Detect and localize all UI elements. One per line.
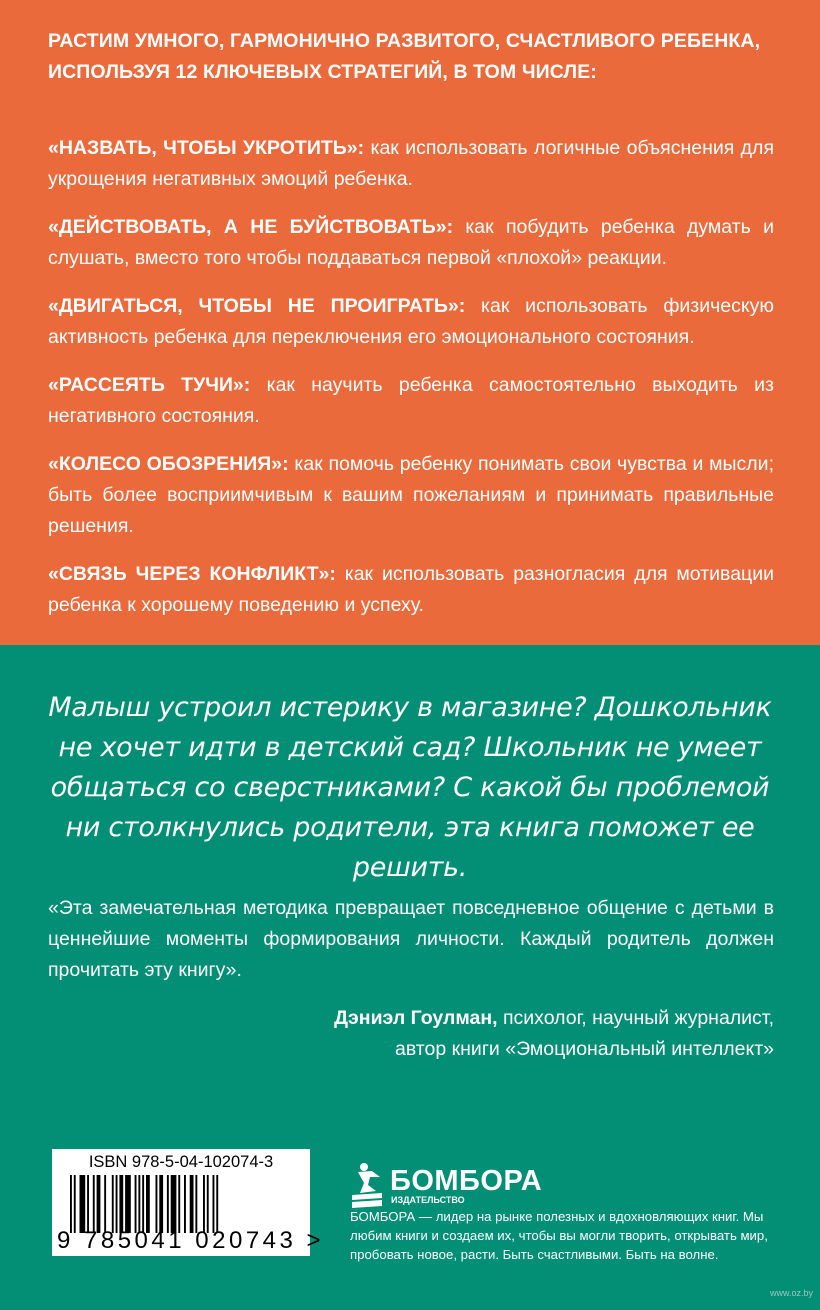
barcode-bar [171, 1175, 177, 1233]
isbn-text: ISBN 978-5-04-102074-3 [88, 1153, 274, 1171]
strategy-item [48, 449, 774, 542]
barcode-bars [70, 1175, 292, 1233]
author-name: Дэниэл Гоулман, [334, 1007, 498, 1029]
barcode-bar [97, 1175, 101, 1233]
barcode-bar [112, 1175, 114, 1233]
barcode-bar [146, 1175, 150, 1233]
barcode-bar [195, 1175, 197, 1233]
review-quote: «Эта замечательная методика превращает повседневное общение с детьми в ценнейшие моменты формирования личности. Каждый родитель должен прочитать эту книгу». [48, 897, 774, 981]
strategy-text: как использовать физическую активность ребенка для переключения его эмоционального состояния. [48, 295, 774, 348]
handwritten-blurb: Малыш устроил истерику в магазине? Дошкольник не хочет идти в детский сад? Школьник не умеет общаться со сверстниками? С какой бы проблемой ни столкнулись родители, эта книга поможет ее решить. [48, 692, 772, 883]
barcode-bar [178, 1175, 180, 1233]
barcode-bar [119, 1175, 123, 1233]
strategy-text: как побудить ребенка думать и слушать, вместо того чтобы поддаваться первой «плохой» реакции. [48, 216, 774, 269]
quote-attribution [174, 1003, 774, 1065]
barcode-bar [190, 1175, 194, 1233]
strategy-item [48, 559, 774, 621]
strategy-term: «ДВИГАТЬСЯ, ЧТОБЫ НЕ ПРОИГРАТЬ»: [48, 295, 466, 317]
strategy-item [48, 291, 774, 353]
strategy-term: «СВЯЗЬ ЧЕРЕЗ КОНФЛИКТ»: [48, 563, 336, 585]
barcode-bar [125, 1175, 131, 1233]
strategy-item [48, 370, 774, 432]
barcode-bar [104, 1175, 106, 1233]
barcode-bar [138, 1175, 140, 1233]
logo-sub: ИЗДАТЕЛЬСТВО [391, 1194, 465, 1205]
strategy-term: «ДЕЙСТВОВАТЬ, А НЕ БУЙСТВОВАТЬ»: [48, 216, 454, 238]
barcode-bar [116, 1175, 118, 1233]
strategy-term: «НАЗВАТЬ, ЧТОБЫ УКРОТИТЬ»: [48, 137, 365, 159]
logo-name: БОМБОРА [390, 1164, 543, 1197]
barcode-bar [216, 1175, 218, 1233]
strategy-list [48, 133, 774, 638]
orange-section [0, 0, 820, 645]
strategy-text: как использовать разногласия для мотивации ребенка к хорошему поведению и успеху. [48, 563, 774, 616]
leaping-figure-on-books-icon [350, 1163, 384, 1208]
strategy-text: как использовать логичные объяснения для укрощения негативных эмоций ребенка. [48, 137, 774, 190]
barcode-bar [142, 1175, 144, 1233]
barcode-bar [93, 1175, 95, 1233]
barcode-bar [167, 1175, 169, 1233]
strategy-term: «РАССЕЯТЬ ТУЧИ»: [48, 374, 251, 396]
barcode-bar [213, 1175, 215, 1233]
publisher-description: БОМБОРА — лидер на рынке полезных и вдохновляющих книг. Мы любим книги и создаем их, чтобы вы могли творить, открывать мир, пробовать новое, расти. Быть счастливыми. Быть на волне. [350, 1209, 768, 1262]
strategy-item [48, 133, 774, 195]
barcode-bar [184, 1175, 186, 1233]
barcode-bar [80, 1175, 86, 1233]
watermark: www.oz.by [770, 1288, 814, 1298]
strategy-term: «КОЛЕСО ОБОЗРЕНИЯ»: [48, 453, 289, 475]
barcode-bar [156, 1175, 158, 1233]
publisher-logo [350, 1163, 542, 1208]
barcode-bar [87, 1175, 89, 1233]
heading: РАСТИМ УМНОГО, ГАРМОНИЧНО РАЗВИТОГО, СЧАСТЛИВОГО РЕБЕНКА, ИСПОЛЬЗУЯ 12 КЛЮЧЕВЫХ СТРАТЕГИЙ, В ТОМ ЧИСЛЕ: [48, 30, 761, 83]
barcode-bar [74, 1175, 76, 1233]
strategy-text: как помочь ребенку понимать свои чувства и мысли; быть более восприимчивым к вашим пожеланиям и принимать правильные решения. [48, 453, 774, 537]
barcode-digits: 9 785041 020743 > [57, 1227, 325, 1254]
barcode-bar [70, 1175, 72, 1233]
isbn-barcode [52, 1149, 325, 1256]
barcode-bar [207, 1175, 209, 1233]
strategy-item [48, 212, 774, 274]
barcode-bar [135, 1175, 137, 1233]
barcode-bar [203, 1175, 205, 1233]
author-role: психолог, научный журналист, [497, 1007, 774, 1029]
barcode-bar [159, 1175, 163, 1233]
author-book: автор книги «Эмоциональный интеллект» [395, 1038, 774, 1060]
strategy-text: как научить ребенка самостоятельно выходить из негативного состояния. [48, 374, 774, 427]
